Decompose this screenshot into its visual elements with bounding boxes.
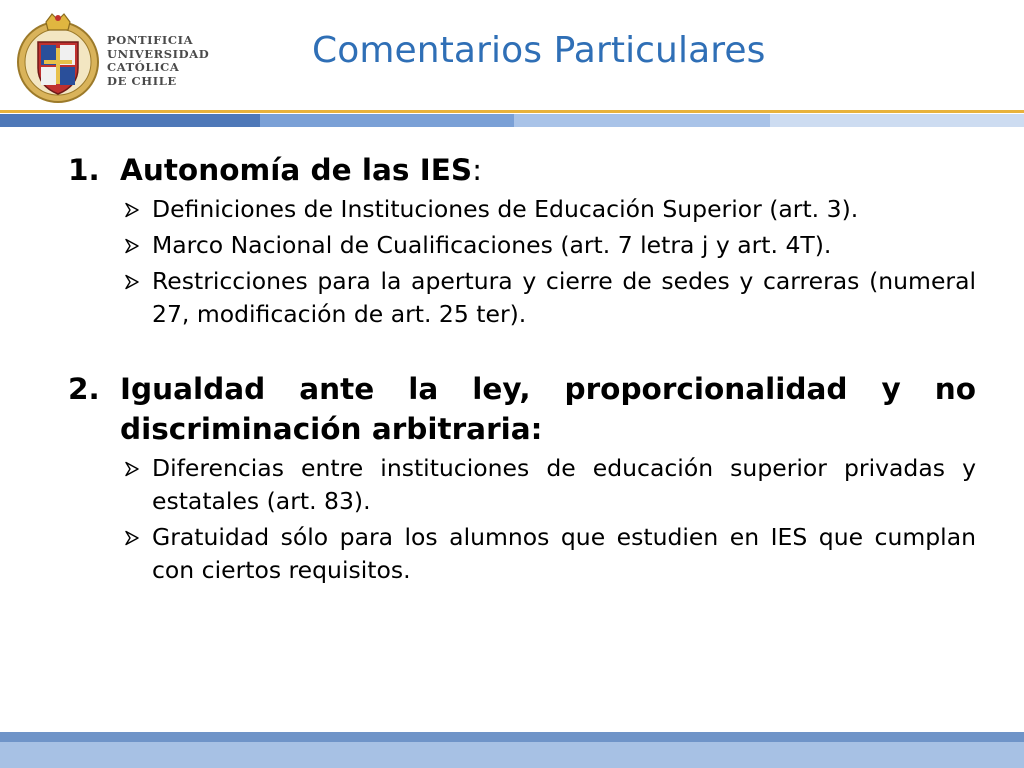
- bullet-text: Restricciones para la apertura y cierre de sedes y carreras (numeral 27, modificación de art. 25 ter).: [152, 267, 976, 328]
- institution-line: PONTIFICIA: [107, 33, 194, 47]
- stripe-segment: [0, 742, 1024, 768]
- bullet-text: Gratuidad sólo para los alumnos que estudien en IES que cumplan con ciertos requisitos.: [152, 523, 976, 584]
- bullet-text: Marco Nacional de Cualificaciones (art. 7 letra j y art. 4T).: [152, 231, 832, 259]
- university-crest-icon: [12, 8, 104, 106]
- list-item: [68, 229, 976, 262]
- section-heading-text: Autonomía de las IES: [120, 153, 473, 187]
- section-autonomia: [68, 150, 976, 331]
- list-item: [68, 521, 976, 587]
- slide-title: Comentarios Particulares: [312, 30, 766, 71]
- institution-name: [107, 34, 209, 88]
- section-number: 2.: [68, 372, 100, 406]
- stripe-segment: [0, 114, 260, 127]
- section-heading-suffix: :: [472, 153, 483, 187]
- stripe-segment: [0, 732, 1024, 742]
- list-item: [68, 193, 976, 226]
- institution-line: DE CHILE: [107, 73, 177, 88]
- stripe-segment: [514, 114, 770, 127]
- stripe-segment: [260, 114, 514, 127]
- arrow-bullet-icon: [124, 461, 140, 477]
- section-heading: [68, 369, 976, 449]
- footer-stripe-band: [0, 732, 1024, 768]
- header-divider: [0, 110, 1024, 113]
- arrow-bullet-icon: [124, 238, 140, 254]
- bullet-list: [68, 193, 976, 331]
- institution-line: CATÓLICA: [107, 60, 180, 74]
- slide-body: [68, 150, 976, 587]
- bullet-list: [68, 452, 976, 587]
- arrow-bullet-icon: [124, 202, 140, 218]
- header-stripe-band: [0, 114, 1024, 127]
- university-logo: [12, 8, 210, 106]
- section-heading: [68, 150, 976, 190]
- arrow-bullet-icon: [124, 274, 140, 290]
- section-number: 1.: [68, 153, 100, 187]
- section-igualdad: [68, 369, 976, 587]
- bullet-text: Diferencias entre instituciones de educación superior privadas y estatales (art. 83).: [152, 454, 976, 515]
- list-item: [68, 452, 976, 518]
- institution-line: UNIVERSIDAD: [107, 46, 210, 61]
- section-heading-text: Igualdad ante la ley, proporcionalidad y no discriminación arbitraria:: [120, 372, 976, 446]
- list-item: [68, 265, 976, 331]
- bullet-text: Definiciones de Instituciones de Educación Superior (art. 3).: [152, 195, 859, 223]
- stripe-segment: [770, 114, 1024, 127]
- arrow-bullet-icon: [124, 530, 140, 546]
